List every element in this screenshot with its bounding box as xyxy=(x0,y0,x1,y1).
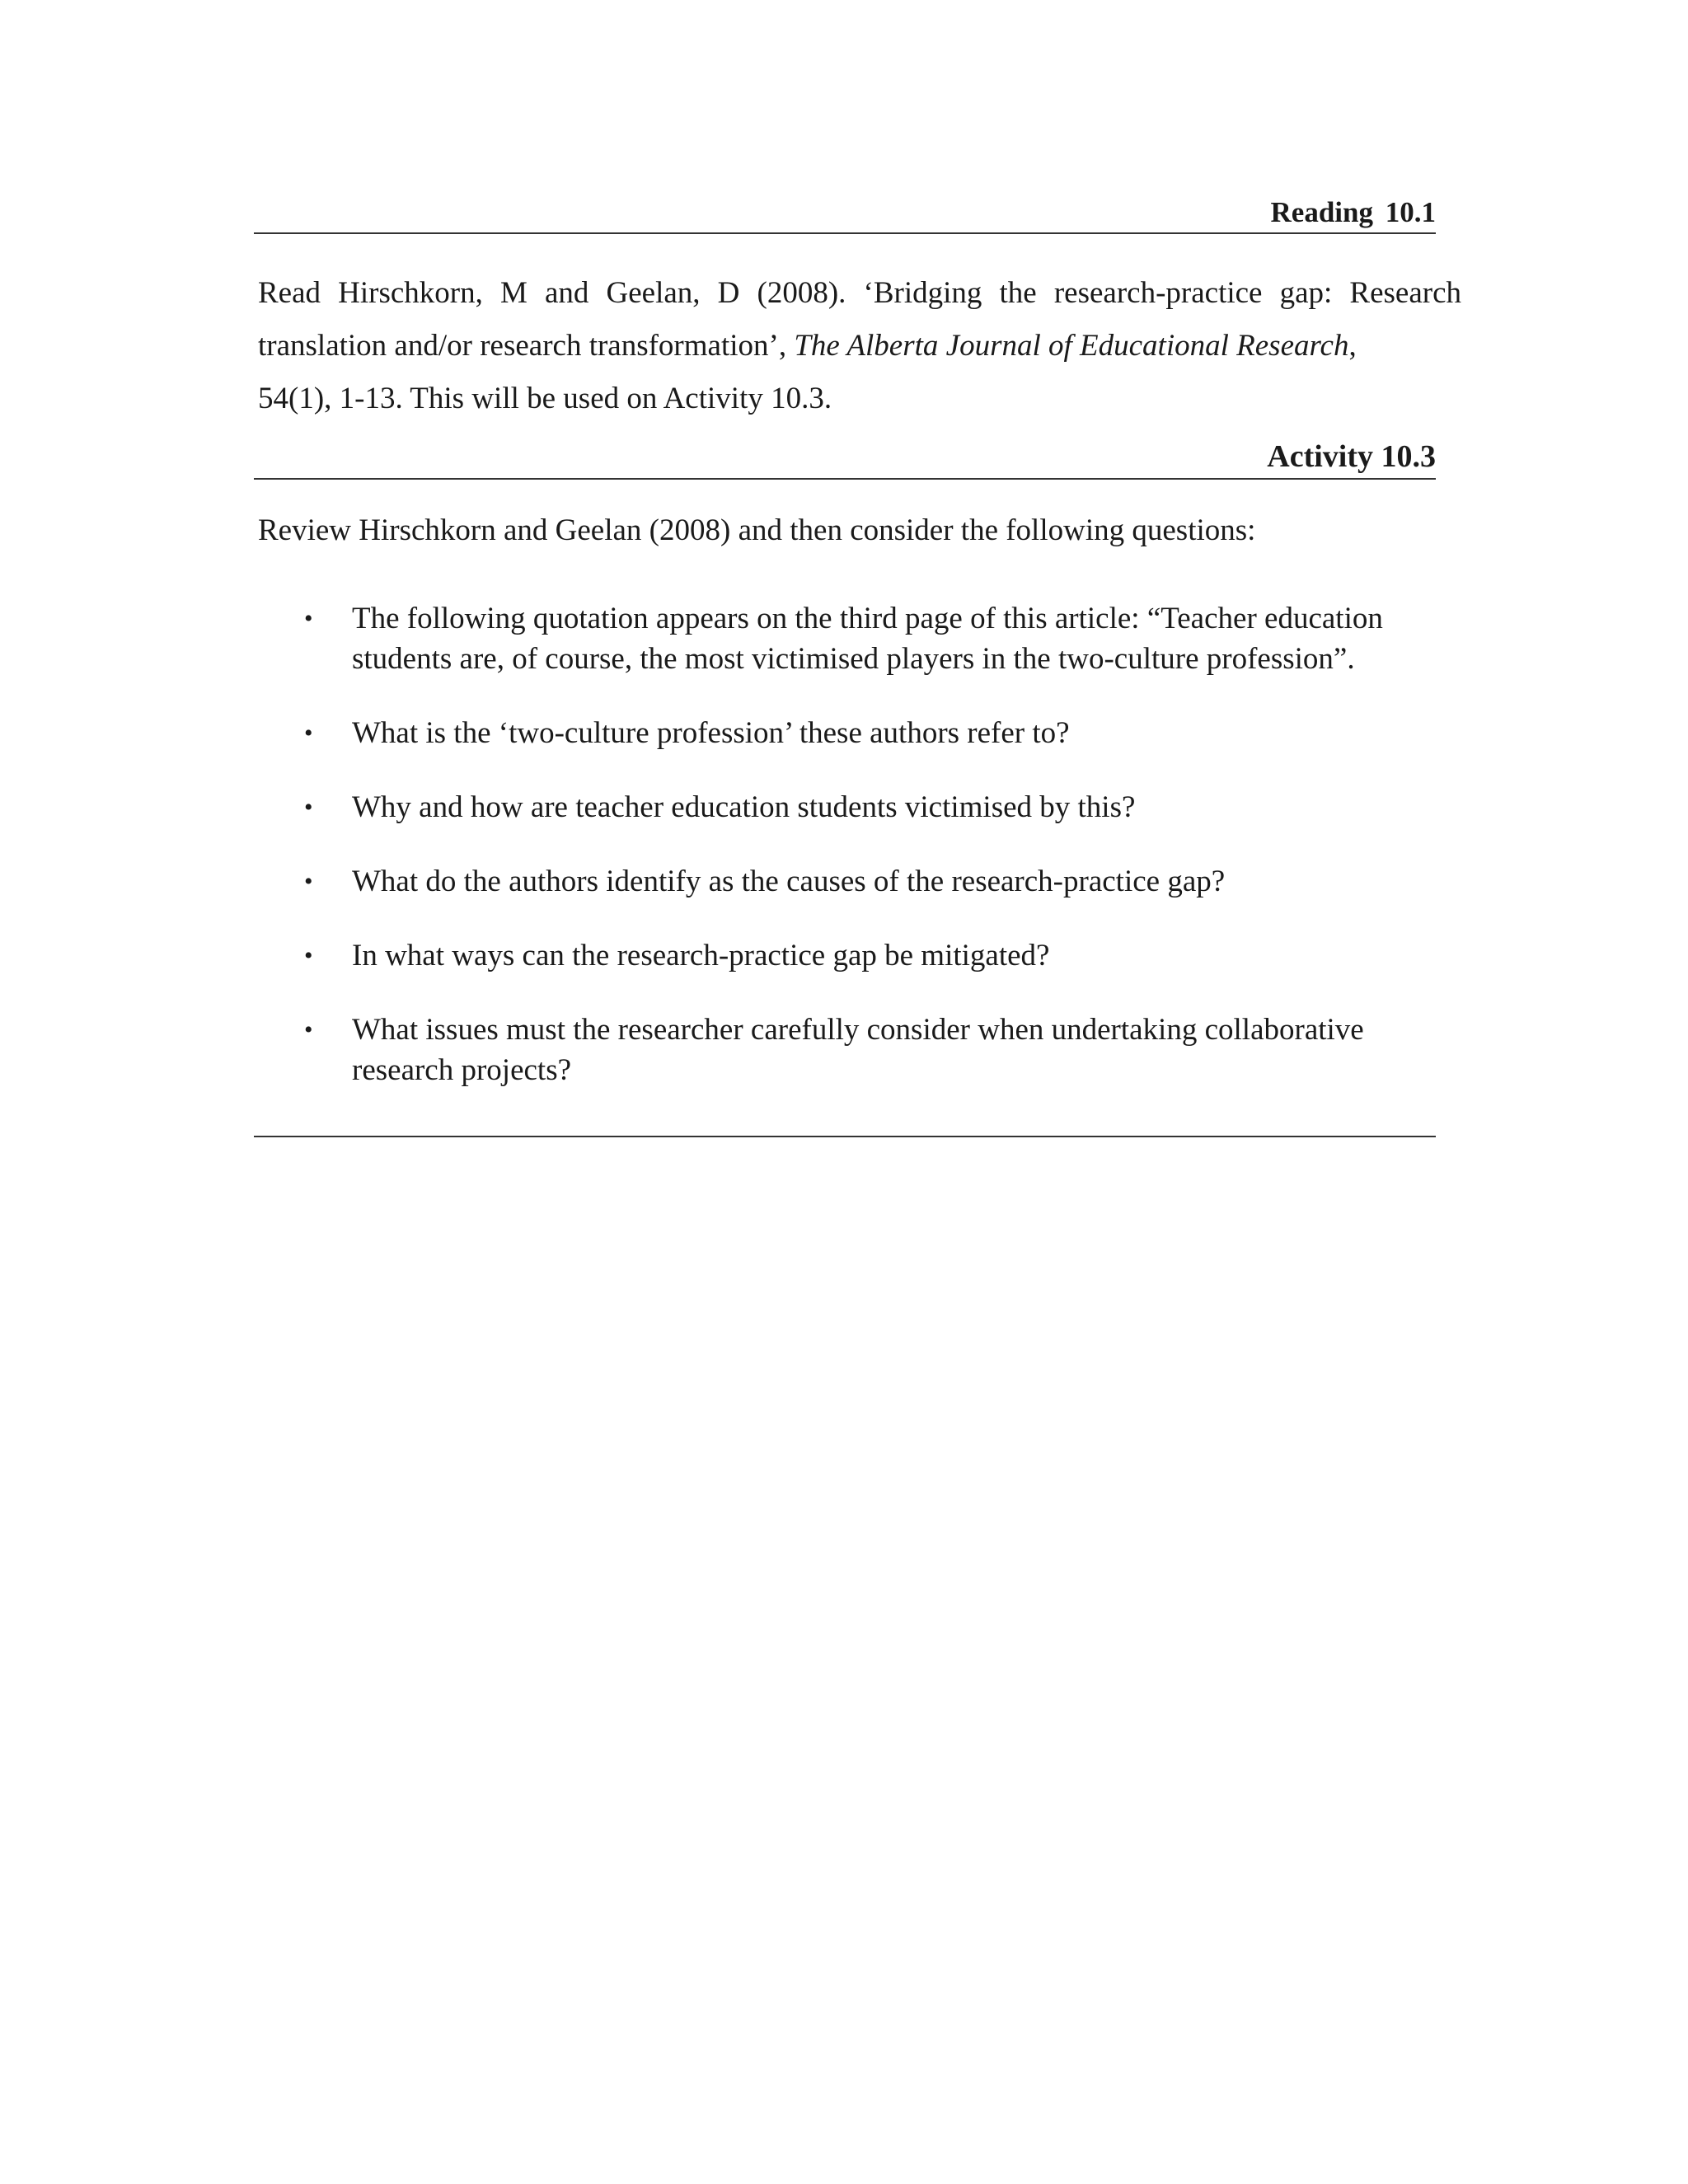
reading-line-1: Read Hirschkorn, M and Geelan, D (2008). ‘Bridging the research-practice gap: Research xyxy=(258,276,1461,310)
reading-line-3: 54(1), 1-13. This will be used on Activity 10.3. xyxy=(258,382,832,415)
bullet-icon: • xyxy=(304,605,313,632)
reading-line-2-end: , xyxy=(1348,329,1357,363)
reading-heading-text: Reading 10.1 xyxy=(1270,196,1436,228)
bullet-icon: • xyxy=(304,1016,313,1043)
bullet-icon: • xyxy=(304,868,313,895)
list-item xyxy=(258,598,1445,679)
bullet-icon: • xyxy=(304,719,313,747)
activity-heading xyxy=(254,441,1436,480)
reading-citation xyxy=(258,267,1461,425)
reading-line-2-start: translation and/or research transformation’, xyxy=(258,329,795,363)
list-item xyxy=(258,935,1445,976)
journal-title: The Alberta Journal of Educational Research xyxy=(794,329,1349,363)
bullet-icon: • xyxy=(304,942,313,969)
list-item xyxy=(258,1010,1445,1090)
list-item xyxy=(258,787,1445,827)
question-text: Why and how are teacher education students victimised by this? xyxy=(352,790,1136,824)
question-list xyxy=(258,598,1445,1124)
question-text: What issues must the researcher carefully consider when undertaking collaborative research projects? xyxy=(352,1013,1364,1087)
list-item xyxy=(258,861,1445,902)
list-item xyxy=(258,713,1445,753)
activity-intro: Review Hirschkorn and Geelan (2008) and then consider the following questions: xyxy=(258,513,1256,547)
reading-heading xyxy=(254,198,1436,234)
question-text: In what ways can the research-practice gap be mitigated? xyxy=(352,939,1050,972)
section-end-divider xyxy=(254,1136,1436,1137)
question-text: The following quotation appears on the third page of this article: “Teacher education students are, of course, the most victimised players in the two-culture profession”. xyxy=(352,602,1383,676)
question-text: What do the authors identify as the causes of the research-practice gap? xyxy=(352,865,1226,898)
activity-heading-text: Activity 10.3 xyxy=(1267,439,1436,474)
bullet-icon: • xyxy=(304,794,313,821)
question-text: What is the ‘two-culture profession’ these authors refer to? xyxy=(352,716,1070,750)
